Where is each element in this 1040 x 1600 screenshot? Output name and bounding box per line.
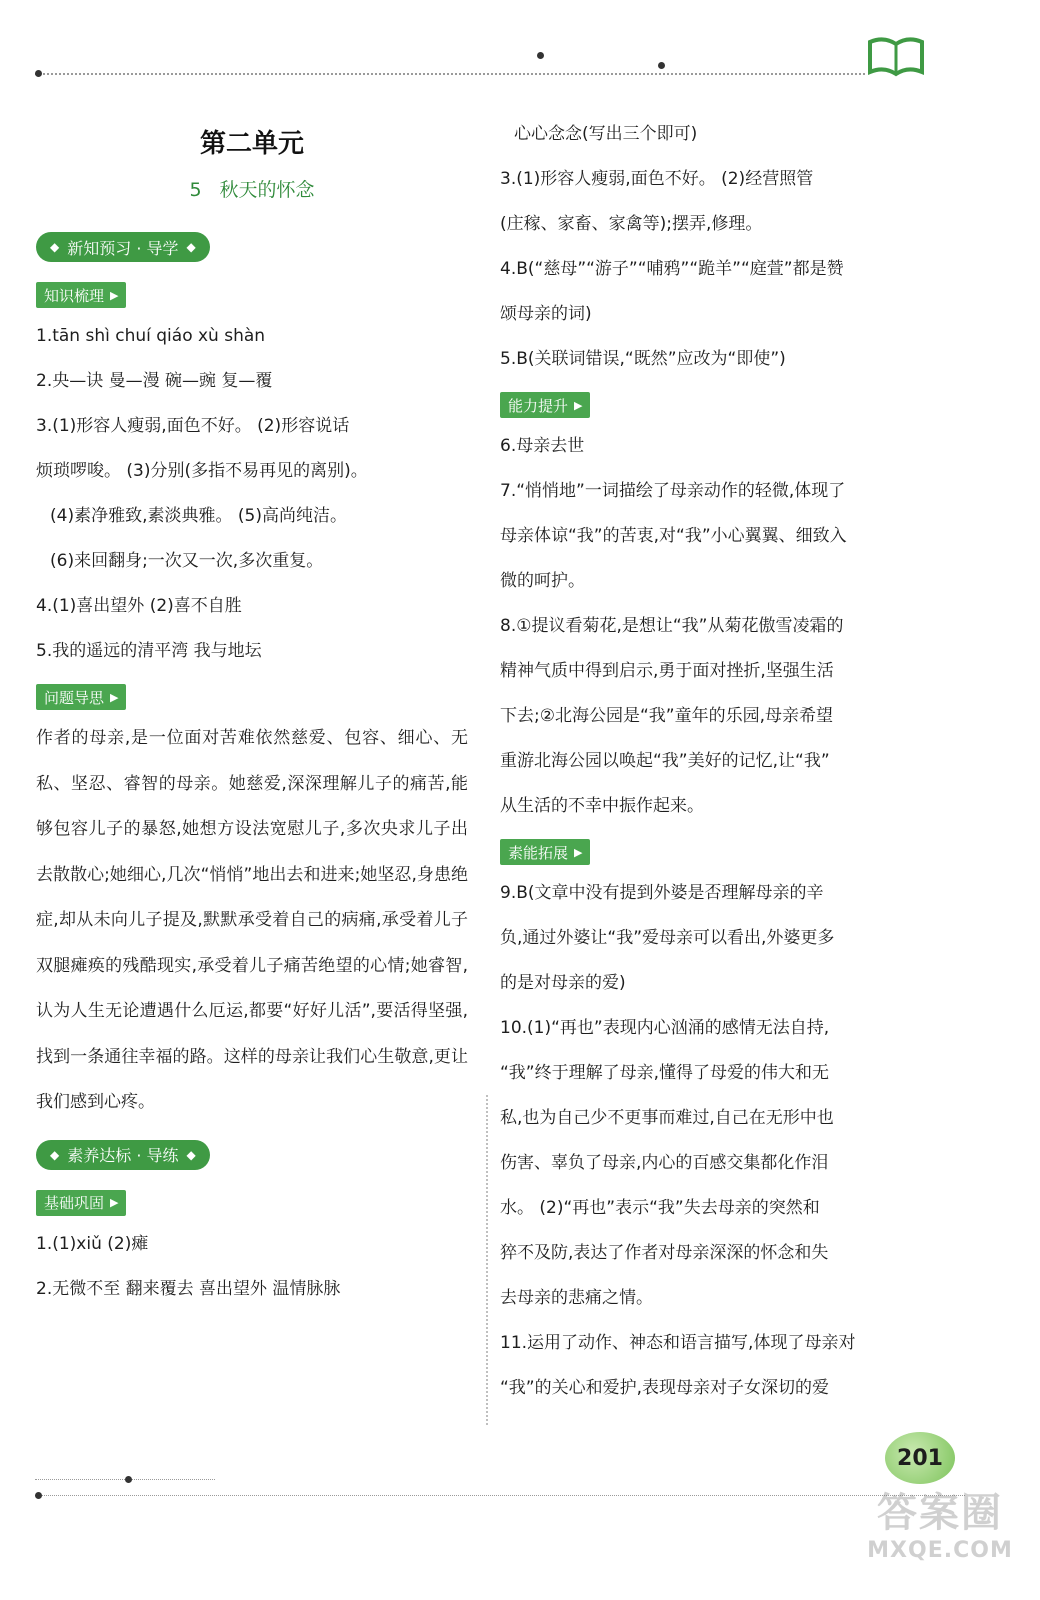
answer-line: 的是对母亲的爱): [500, 973, 626, 993]
book-icon: [866, 34, 926, 78]
answer-line: 4.B(“慈母”“游子”“哺鸦”“跪羊”“庭萱”都是赞: [500, 259, 844, 279]
answer-line: 1.(1)xiǔ (2)瘫: [36, 1233, 149, 1254]
triangle-right-icon: ▶: [110, 288, 119, 302]
answer-line: 去母亲的悲痛之情。: [500, 1288, 653, 1308]
triangle-right-icon: ▶: [110, 1196, 119, 1209]
section-banner: [36, 1140, 210, 1170]
diamond-icon: ◆: [186, 1147, 196, 1162]
answer-line: 水。 (2)“再也”表示“我”失去母亲的突然和: [500, 1198, 820, 1218]
lesson-number: 5: [189, 179, 202, 201]
tag-label: 问题导思: [44, 688, 105, 707]
answer-line: 心心念念(写出三个即可): [514, 124, 698, 144]
answer-line: (4)素净雅致,素淡典雅。 (5)高尚纯洁。: [50, 506, 347, 526]
answer-line: 2.央—诀 曼—漫 碗—豌 复—覆: [36, 371, 273, 391]
unit-title: 第二单元: [199, 129, 304, 159]
tag-label: 能力提升: [508, 396, 569, 415]
triangle-right-icon: ▶: [574, 845, 583, 859]
answer-line: 负,通过外婆让“我”爱母亲可以看出,外婆更多: [500, 928, 835, 948]
lesson-name: 秋天的怀念: [219, 179, 315, 201]
triangle-right-icon: ▶: [574, 398, 583, 412]
column-divider: [486, 1095, 488, 1425]
answer-line: 7.“悄悄地”一词描绘了母亲动作的轻微,体现了: [500, 481, 846, 501]
answer-line: 精神气质中得到启示,勇于面对挫折,坚强生活: [500, 661, 834, 681]
diamond-icon: ◆: [186, 240, 196, 254]
answer-line: 5.B(关联词错误,“既然”应改为“即使”): [500, 349, 786, 369]
answer-line: 10.(1)“再也”表现内心汹涌的感情无法自持,: [500, 1018, 830, 1038]
answer-line: 私,也为自己少不更事而难过,自己在无形中也: [500, 1108, 834, 1128]
header-dot: [35, 70, 42, 77]
answer-line: “我”的关心和爱护,表现母亲对子女深切的爱: [500, 1378, 830, 1398]
watermark-logo: 答案圈: [877, 1490, 1003, 1536]
watermark-url: MXQE.COM: [867, 1538, 1013, 1563]
answer-line: 母亲体谅“我”的苦衷,对“我”小心翼翼、细致入: [500, 526, 847, 546]
tag-label: 基础巩固: [44, 1194, 105, 1212]
answer-line: 猝不及防,表达了作者对母亲深深的怀念和失: [500, 1243, 829, 1263]
diamond-icon: ◆: [50, 1147, 60, 1162]
page-number: 201: [885, 1432, 955, 1484]
footer-rule: [35, 1495, 965, 1496]
header-dot: [537, 52, 544, 59]
header-dot: [658, 62, 665, 69]
header-rule: [35, 73, 865, 75]
answer-line: 下去;②北海公园是“我”童年的乐园,母亲希望: [500, 706, 833, 726]
answer-line: 伤害、辜负了母亲,内心的百感交集都化作泪: [500, 1153, 829, 1173]
watermark: [850, 1490, 1030, 1590]
subsection-tag: [500, 392, 590, 418]
answer-paragraph: 作者的母亲,是一位面对苦难依然慈爱、包容、细心、无私、坚忍、睿智的母亲。她慈爱,深深理解儿子的痛苦,能够包容儿子的暴怒,她想方设法宽慰儿子,多次央求儿子出去散散心;她细心,几次“悄悄”地出去和进来;她坚忍,身患绝症,却从未向儿子提及,默默承受着自己的病痛,承受着儿子双腿瘫痪的残酷现实,承受着儿子痛苦绝望的心情;她睿智,认为人生无论遭遇什么厄运,都要“好好儿活”,要活得坚强,找到一条通往幸福的路。这样的母亲让我们心生敬意,更让我们感到心疼。: [36, 728, 468, 1112]
triangle-right-icon: ▶: [110, 690, 119, 704]
answer-line: “我”终于理解了母亲,懂得了母爱的伟大和无: [500, 1063, 830, 1083]
answer-line: 6.母亲去世: [500, 436, 585, 456]
banner-label: 素养达标 · 导练: [67, 1146, 179, 1165]
answer-line: 3.(1)形容人瘦弱,面色不好。 (2)经营照管: [500, 169, 814, 189]
subsection-tag: [36, 282, 126, 308]
left-column: [36, 110, 468, 1312]
tag-label: 知识梳理: [44, 286, 105, 305]
answer-line: 2.无微不至 翻来覆去 喜出望外 温情脉脉: [36, 1278, 341, 1299]
answer-line: 3.(1)形容人瘦弱,面色不好。 (2)形容说话: [36, 416, 350, 436]
answer-line: (庄稼、家畜、家禽等);摆弄,修理。: [500, 214, 763, 234]
subsection-tag: [36, 1190, 126, 1216]
answer-line: 4.(1)喜出望外 (2)喜不自胜: [36, 596, 242, 616]
tag-label: 素能拓展: [508, 843, 569, 862]
answer-line: 5.我的遥远的清平湾 我与地坛: [36, 641, 262, 661]
answer-line: 烦琐啰唆。 (3)分别(多指不易再见的离别)。: [36, 461, 368, 481]
answer-line: 11.运用了动作、神态和语言描写,体现了母亲对: [500, 1333, 856, 1353]
section-banner: [36, 232, 210, 262]
answer-line: 9.B(文章中没有提到外婆是否理解母亲的辛: [500, 883, 824, 903]
diamond-icon: ◆: [50, 240, 60, 254]
banner-label: 新知预习 · 导学: [67, 238, 179, 258]
answer-line: 重游北海公园以唤起“我”美好的记忆,让“我”: [500, 751, 830, 771]
answer-line: (6)来回翻身;一次又一次,多次重复。: [50, 551, 324, 571]
lesson-title: [36, 172, 468, 208]
answer-line: 微的呵护。: [500, 571, 585, 591]
answer-line: 颂母亲的词): [500, 304, 592, 324]
answer-line: 1.tān shì chuí qiáo xù shàn: [36, 326, 266, 346]
subsection-tag: [36, 684, 126, 710]
footer-dot: [35, 1492, 42, 1499]
right-column: [500, 112, 932, 1411]
answer-line: 8.①提议看菊花,是想让“我”从菊花傲雪凌霜的: [500, 616, 844, 636]
footer-dot: [125, 1476, 132, 1483]
answer-line: 从生活的不幸中振作起来。: [500, 796, 704, 816]
subsection-tag: [500, 839, 590, 865]
